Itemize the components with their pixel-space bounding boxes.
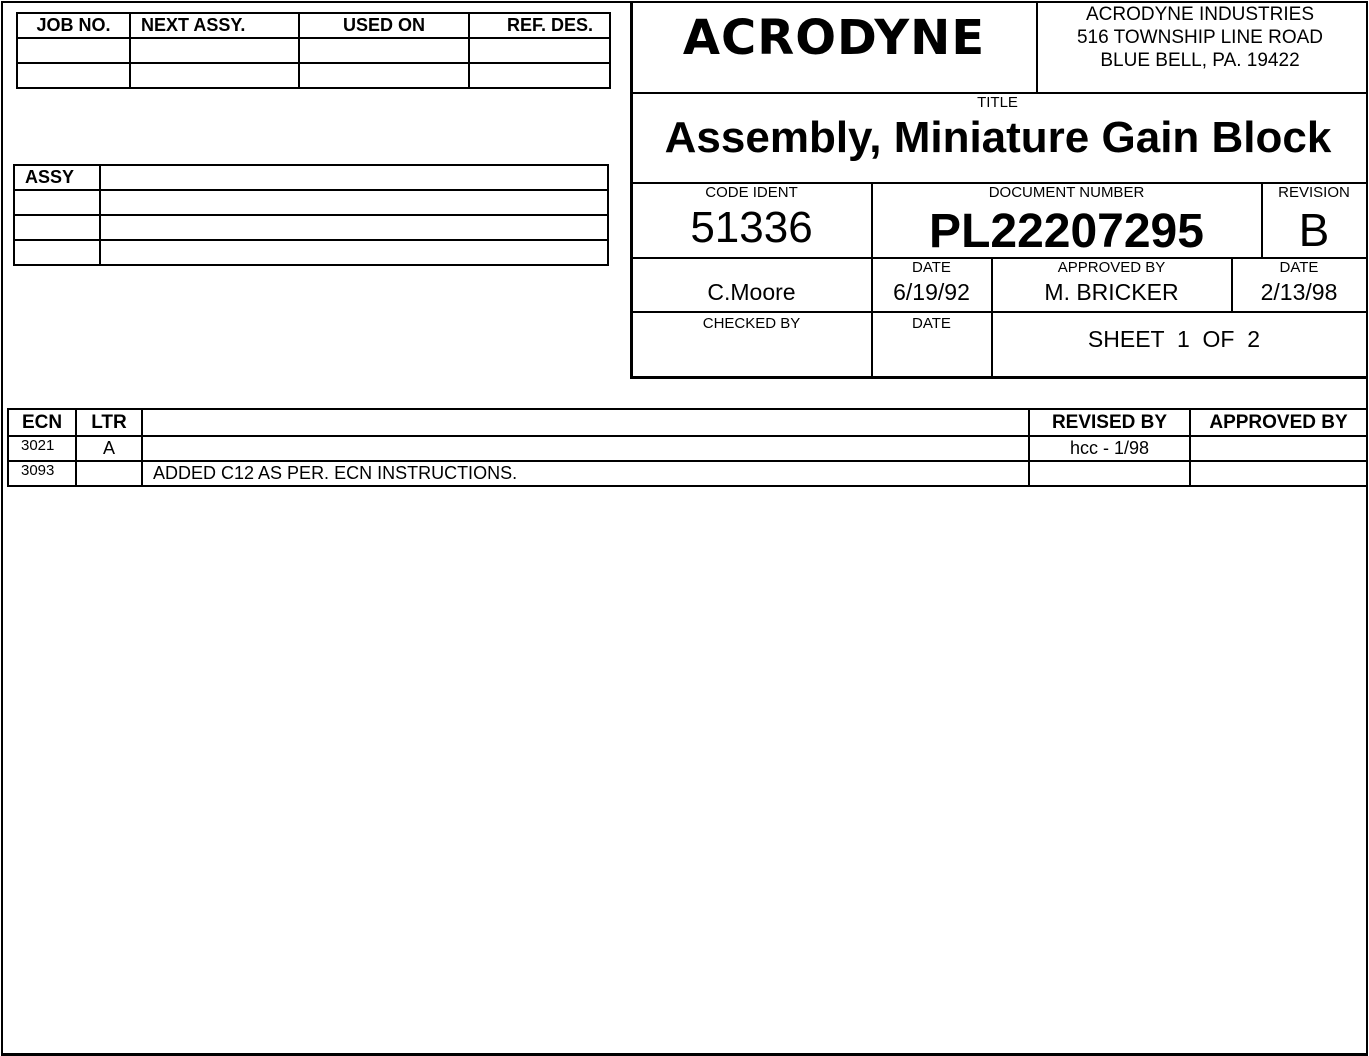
table-row [17,38,610,63]
date-label-1: DATE [912,259,951,276]
approved-by-header: APPROVED BY [1190,409,1367,436]
table-cell [14,215,100,240]
used-on-header: USED ON [299,13,469,38]
divider [991,257,993,376]
table-cell [100,165,608,190]
revised-by: hcc - 1/98 [1029,436,1190,461]
revised-by [1029,461,1190,486]
table-cell [100,240,608,265]
document-number: PL22207295 [929,205,1204,258]
revision-table [7,408,1368,487]
divider [1261,182,1263,258]
checked-by-label: CHECKED BY [702,315,801,332]
table-row [8,461,1367,486]
code-ident: 51336 [690,203,813,252]
approved-by-label: APPROVED BY [1057,259,1166,276]
document-number-label: DOCUMENT NUMBER [988,184,1145,201]
assy-table-header [14,165,608,190]
revision-description [142,436,1029,461]
job-table-header [17,13,610,38]
revision: B [1298,204,1330,256]
table-row [14,240,608,265]
title-label: TITLE [977,94,1018,111]
description-header [142,409,1029,436]
ltr-header: LTR [76,409,142,436]
table-row [14,215,608,240]
revision-approved-by [1190,461,1367,486]
approved-by: M. BRICKER [1044,279,1179,305]
revision-table-header [8,409,1367,436]
company-logo: ACRODYNE [682,10,986,66]
table-cell [130,38,299,63]
table-cell [299,38,469,63]
assy-table [13,164,609,266]
revision-description: ADDED C12 AS PER. ECN INSTRUCTIONS. [142,461,1029,486]
drawn-date: 6/19/92 [893,279,970,305]
date-label-3: DATE [912,315,951,332]
table-row [17,63,610,88]
ecn-number: 3093 [8,461,76,486]
assy-header: ASSY [14,165,100,190]
company-street: 516 TOWNSHIP LINE ROAD [1076,27,1324,48]
drawing-title: Assembly, Miniature Gain Block [664,113,1332,162]
table-cell [100,215,608,240]
table-cell [14,240,100,265]
date-label-2: DATE [1279,259,1319,276]
code-ident-label: CODE IDENT [705,184,798,201]
table-cell [14,190,100,215]
company-city: BLUE BELL, PA. 19422 [1100,50,1300,71]
table-cell [469,63,610,88]
table-cell [469,38,610,63]
ref-des-header: REF. DES. [469,13,610,38]
company-name: ACRODYNE INDUSTRIES [1085,4,1315,25]
divider [871,182,873,376]
revision-label: REVISION [1278,184,1350,201]
divider [632,311,1366,313]
table-cell [17,63,130,88]
approved-date: 2/13/98 [1260,279,1338,305]
table-row [14,190,608,215]
revision-approved-by [1190,436,1367,461]
ecn-header: ECN [8,409,76,436]
table-cell [17,38,130,63]
drawn-by: C.Moore [707,279,796,305]
job-no-header: JOB NO. [17,13,130,38]
table-cell [130,63,299,88]
divider [1231,257,1233,312]
revision-letter [76,461,142,486]
revision-letter: A [76,436,142,461]
next-assy-header: NEXT ASSY. [130,13,299,38]
table-row [8,436,1367,461]
sheet-number: SHEET 1 OF 2 [1087,326,1261,352]
table-cell [100,190,608,215]
job-table [16,12,611,89]
revised-by-header: REVISED BY [1029,409,1190,436]
table-cell [299,63,469,88]
divider [1036,2,1038,92]
ecn-number: 3021 [8,436,76,461]
